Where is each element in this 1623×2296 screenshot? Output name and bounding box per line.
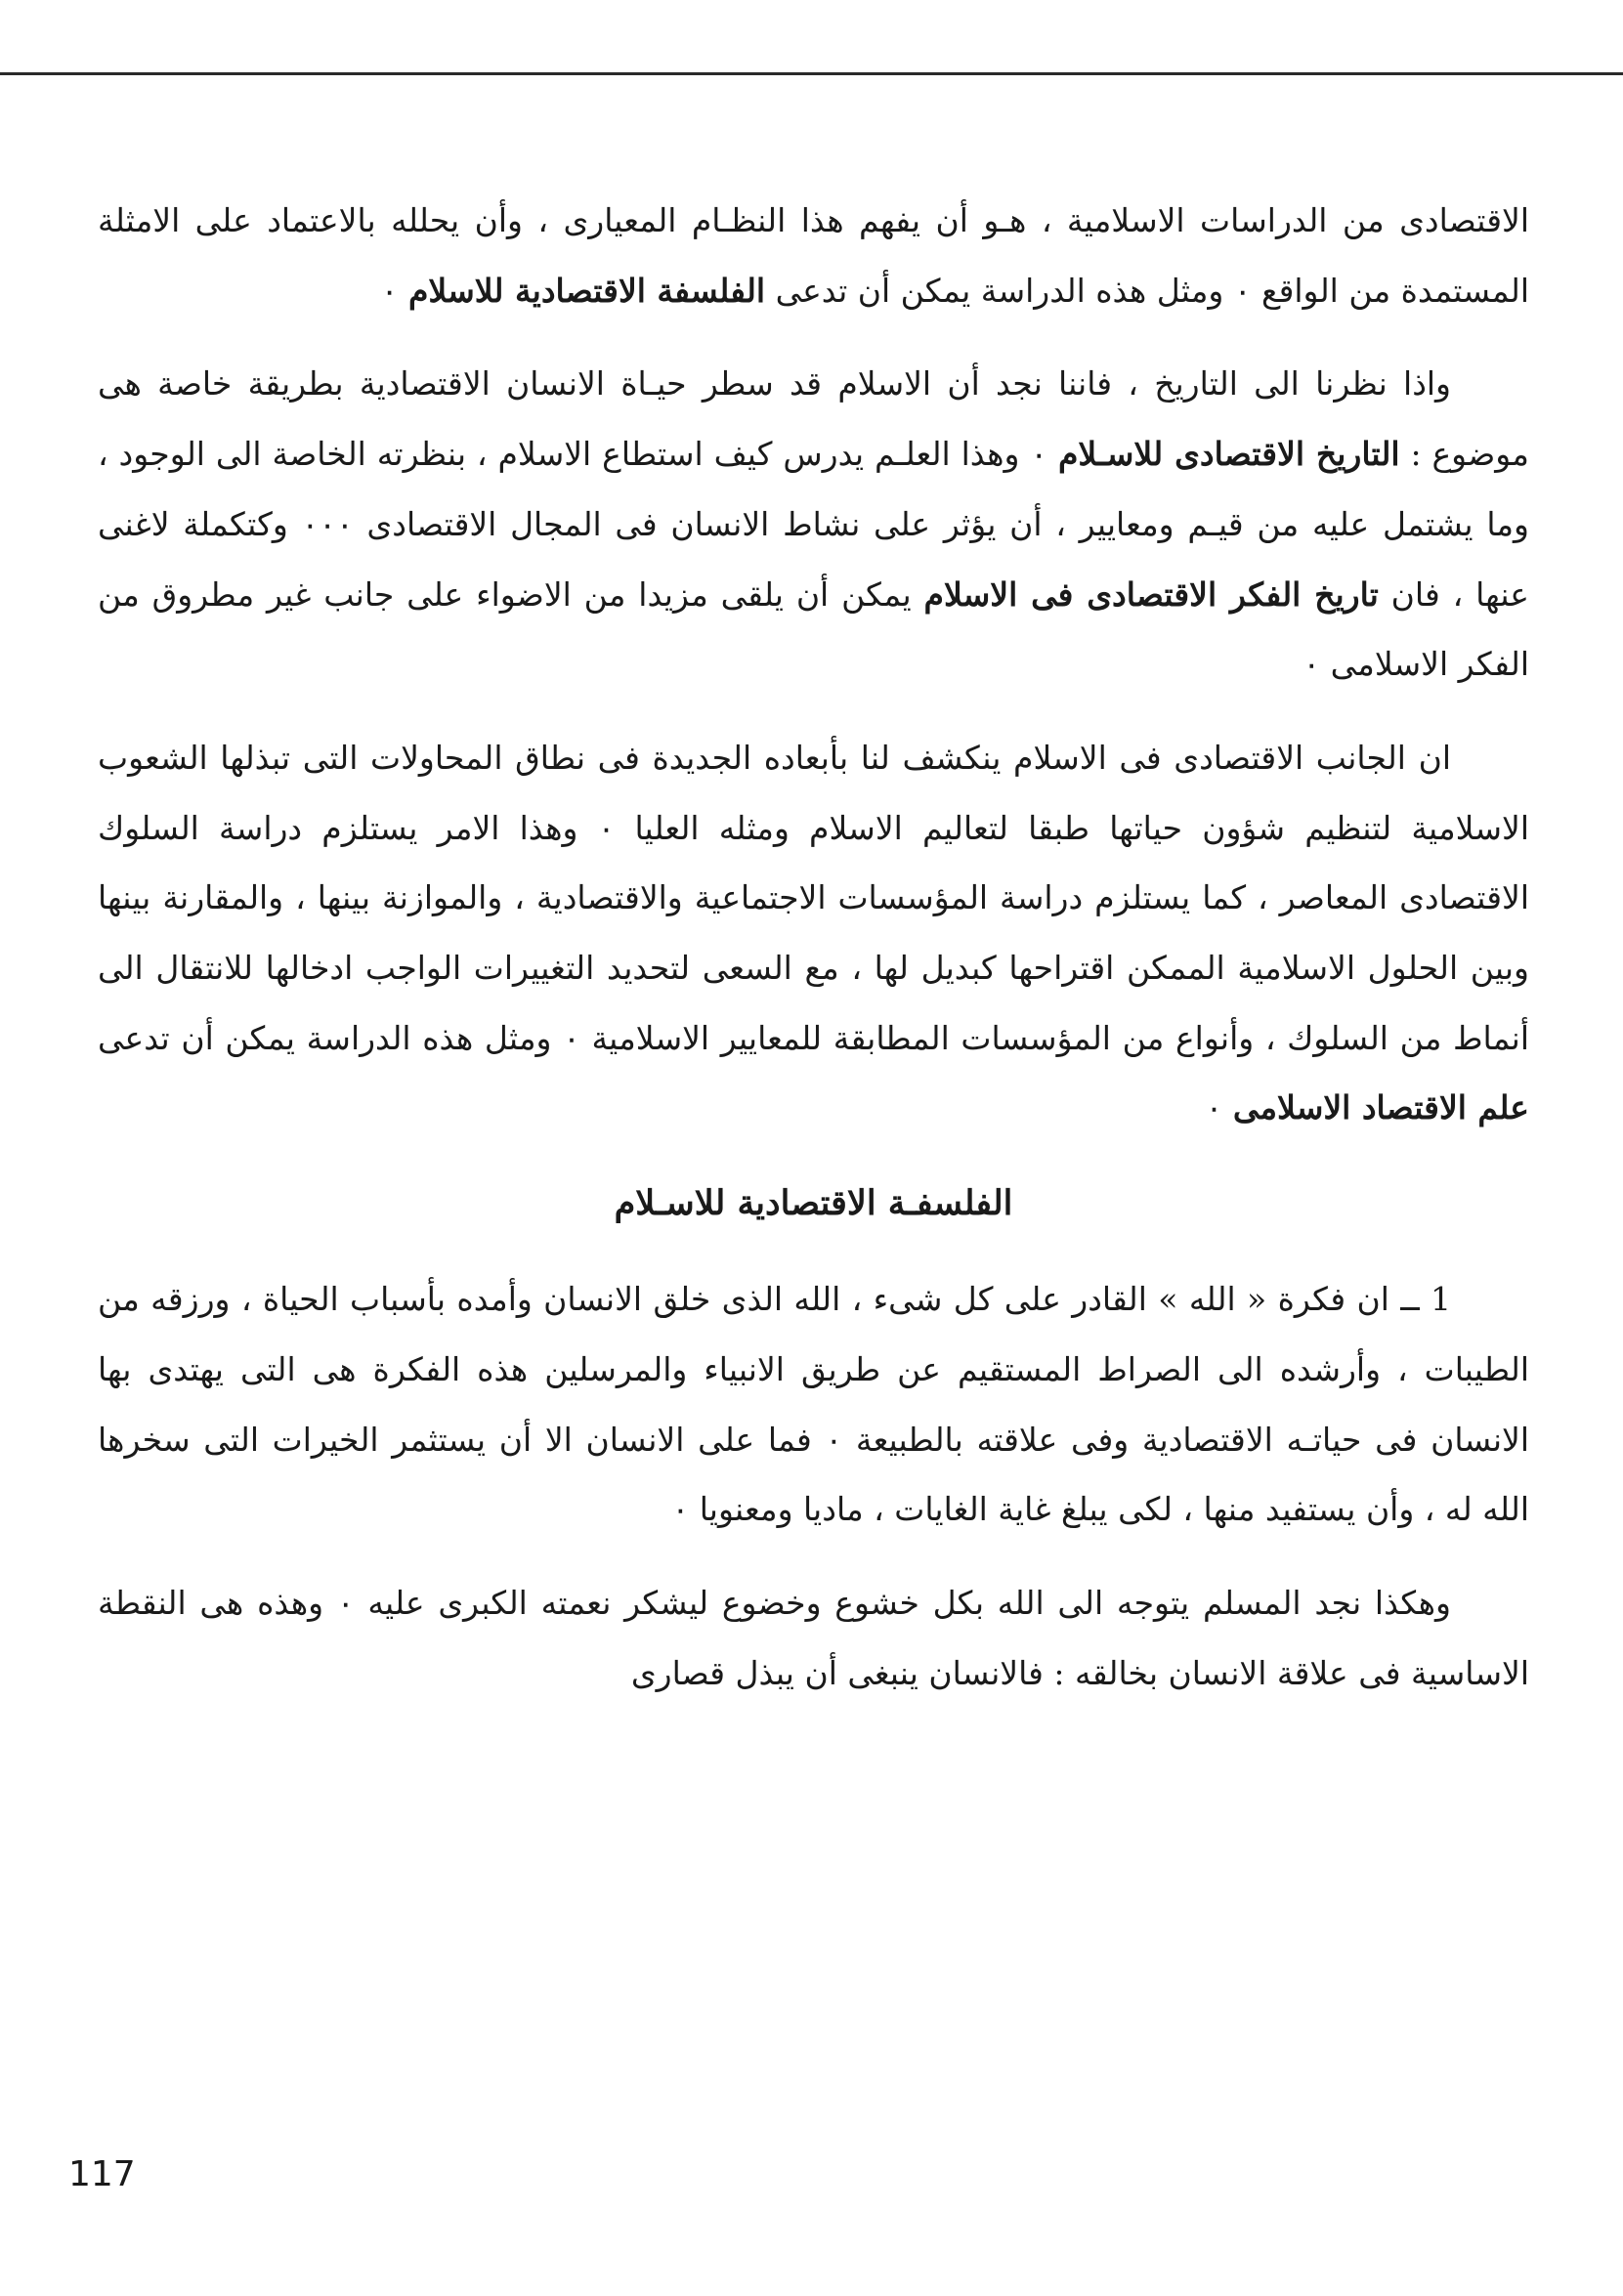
text-run: يمكن أن يلقى مزيدا من الاضواء على جانب غير مطروق من الفكر الاسلامى ٠ <box>98 574 1529 684</box>
bold-term: علم الاقتصاد الاسلامى <box>1232 1088 1529 1127</box>
text-run: ٠ <box>380 271 408 310</box>
text-run: ٠ وهذا العلـم يدرس كيف استطاع الاسلام ، بنظرته الخاصة الى الوجود ، وما يشتمل عليه من قيـم ومعايير ، أن يؤثر على نشاط الانسان فى المجال الاقتصادى ٠٠٠ وكتكملة لاغنى عنها ، فان <box>98 435 1529 614</box>
page-number: 117 <box>68 2154 136 2194</box>
paragraph <box>98 1264 1529 1545</box>
bold-term: الفلسفة الاقتصادية للاسلام <box>407 271 766 310</box>
paragraph <box>98 186 1529 325</box>
text-run: 1 ــ ان فكرة « الله » القادر على كل شىء ، الله الذى خلق الانسان وأمده بأسباب الحياة ، ورزقه من الطيبات ، وأرشده الى الصراط المستقيم عن طريق الانبياء والمرسلين هذه الفكرة هى التى يهتدى بها الانسان فى حياتـه الاقتصادية وفى علاقته بالطبيعة ٠ فما على الانسان الا أن يستثمر الخيرات التى سخرها الله له ، وأن يستفيد منها ، لكى يبلغ غاية الغايات ، ماديا ومعنويا ٠ <box>98 1280 1529 1529</box>
section-heading: الفلسفـة الاقتصادية للاسـلام <box>614 1183 1013 1224</box>
page-body <box>98 186 1529 1708</box>
text-run: ٠ <box>1205 1088 1233 1127</box>
text-run: وهكذا نجد المسلم يتوجه الى الله بكل خشوع وخضوع ليشكر نعمته الكبرى عليه ٠ وهذه هى النقطة الاساسية فى علاقة الانسان بخالقه : فالانسان ينبغى أن يبذل قصارى <box>98 1583 1529 1692</box>
paragraph <box>98 723 1529 1143</box>
bold-term: تاريخ الفكر الاقتصادى فى الاسلام <box>923 574 1379 614</box>
text-run: ان الجانب الاقتصادى فى الاسلام ينكشف لنا بأبعاده الجديدة فى نطاق المحاولات التى تبذلها الشعوب الاسلامية لتنظيم شؤون حياتها طبقا لتعاليم الاسلام ومثله العليا ٠ وهذا الامر يستلزم دراسة السلوك الاقتصادى المعاصر ، كما يستلزم دراسة المؤسسات الاجتماعية والاقتصادية ، والموازنة بينها ، والمقارنة بينها وبين الحلول الاسلامية الممكن اقتراحها كبديل لها ، مع السعى لتحديد التغييرات الواجب ادخالها للانتقال الى أنماط من السلوك ، وأنواع من المؤسسات المطابقة للمعايير الاسلامية ٠ ومثل هذه الدراسة يمكن أن تدعى <box>98 738 1530 1057</box>
paragraph <box>98 349 1529 700</box>
header-rule <box>0 72 1623 75</box>
text-run: الاقتصادى من الدراسات الاسلامية ، هـو أن يفهم هذا النظـام المعيارى ، وأن يحلله بالاعتماد على الامثلة المستمدة من الواقع ٠ ومثل هذه الدراسة يمكن أن تدعى <box>98 201 1529 310</box>
text-run: واذا نظرنا الى التاريخ ، فاننا نجد أن الاسلام قد سطر حيـاة الانسان الاقتصادية بطريقة خاصة هى موضوع : <box>98 364 1529 474</box>
paragraph <box>98 1568 1529 1708</box>
bold-term: التاريخ الاقتصادى للاسـلام <box>1057 435 1400 474</box>
